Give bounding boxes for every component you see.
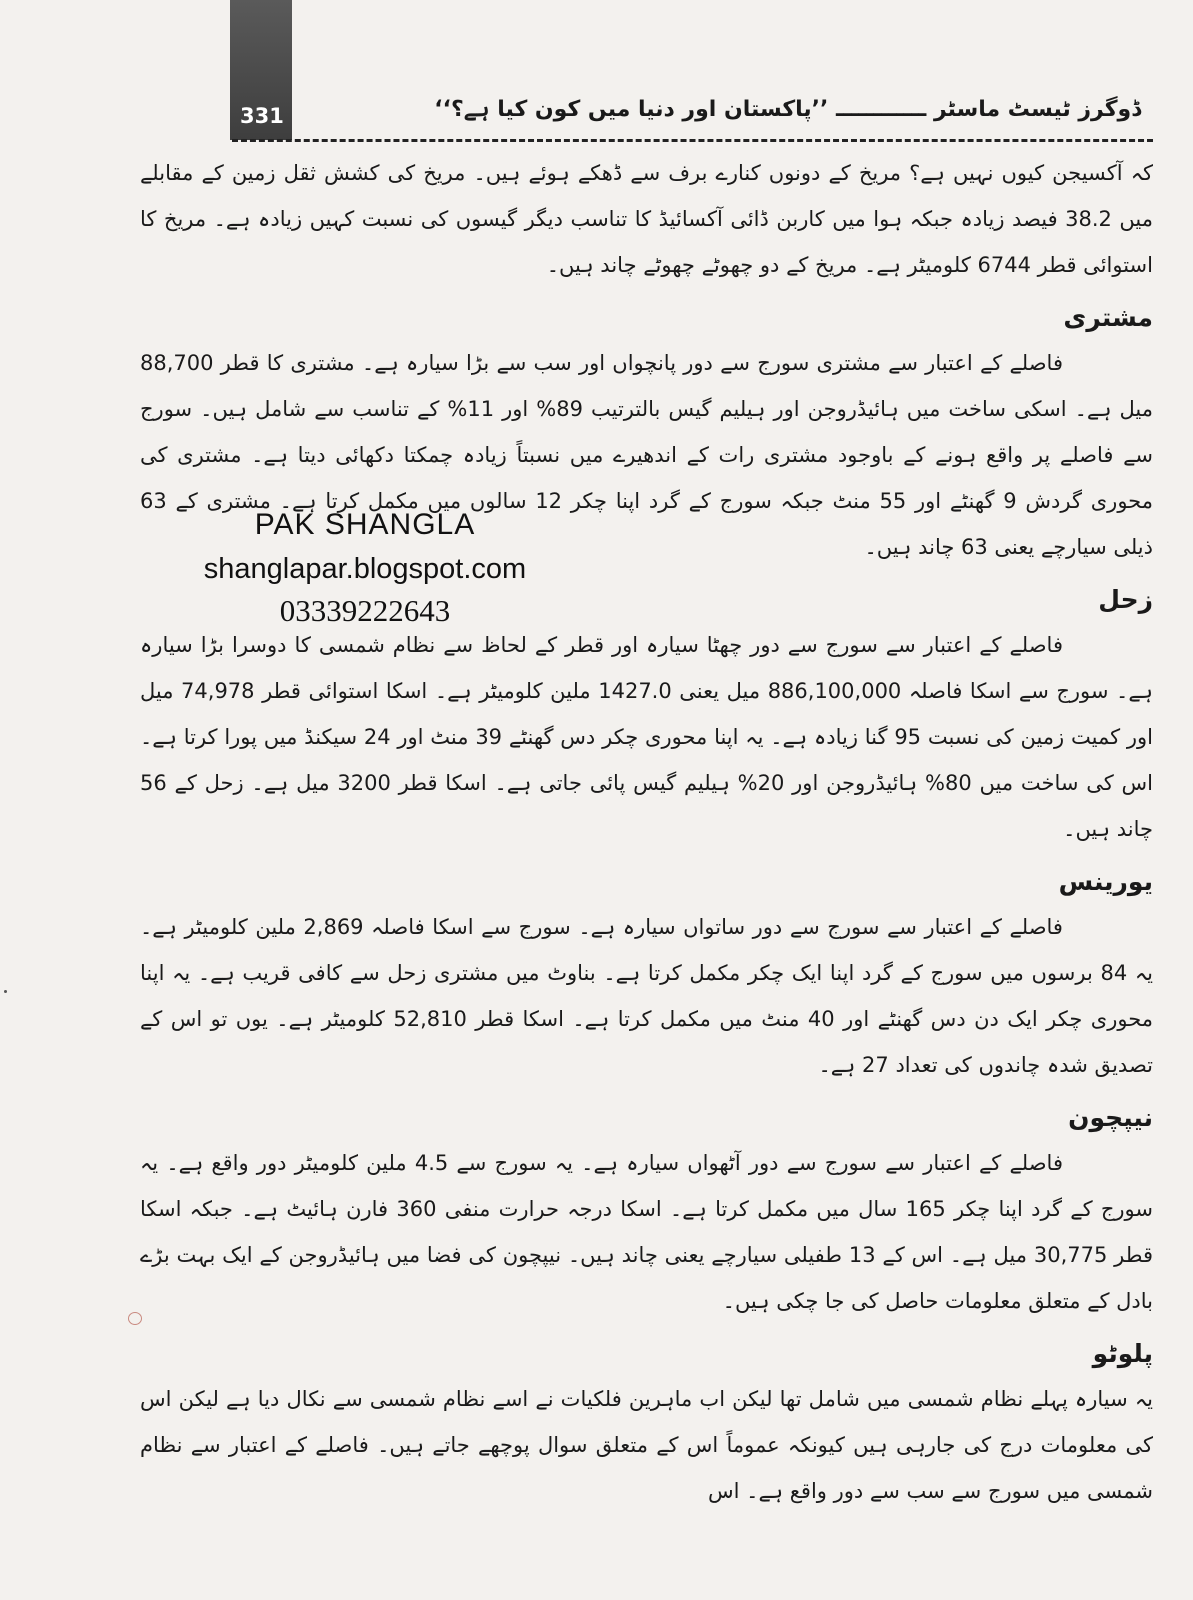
watermark-phone: 03339222643 (279, 593, 451, 628)
margin-dot (4, 990, 7, 993)
watermark-name: PAK SHANGLA (254, 508, 476, 541)
section-heading-uranus: یورینس (1058, 867, 1153, 896)
header-divider (232, 139, 1153, 142)
section-heading-neptune: نیپچون (1068, 1103, 1153, 1132)
circle-mark-icon (128, 1312, 142, 1325)
section-heading-saturn: زحل (1098, 585, 1153, 614)
section-paragraph-pluto: یہ سیارہ پہلے نظام شمسی میں شامل تھا لیکن اب ماہرین فلکیات نے اسے نظام شمسی سے نکال دیا ہے لیکن اس کی معلومات درج کی جارہی ہیں کیونکہ عموماً اس کے متعلق سوال پوچھے جاتے ہیں۔ فاصلے کے اعتبار سے نظام شمسی میں سورج سے سب سے دور واقع ہے۔ اس (140, 1387, 1153, 1503)
document-body (140, 150, 1153, 1514)
section-heading-pluto: پلوٹو (1092, 1339, 1153, 1368)
watermark-url: shanglapar.blogspot.com (203, 553, 527, 585)
section-paragraph-uranus: فاصلے کے اعتبار سے سورج سے دور ساتواں سیارہ ہے۔ سورج سے اسکا فاصلہ 2,869 ملین کلومیٹر ہے۔ یہ 84 برسوں میں سورج کے گرد اپنا ایک چکر مکمل کرتا ہے۔ بناوٹ میں مشتری زحل سے کافی قریب ہے۔ یہ اپنا محوری چکر ایک دن دس گھنٹے اور 40 منٹ میں مکمل کرتا ہے۔ اسکا قطر 52,810 کلومیٹر ہے۔ یوں تو اس کے تصدیق شدہ چاندوں کی تعداد 27 ہے۔ (140, 915, 1154, 1077)
intro-paragraph: کہ آکسیجن کیوں نہیں ہے؟ مریخ کے دونوں کنارے برف سے ڈھکے ہوئے ہیں۔ مریخ کی کشش ثقل زمین کے مقابلے میں 38.2 فیصد زیادہ جبکہ ہوا میں کاربن ڈائی آکسائیڈ کا تناسب دیگر گیسوں کی نسبت کہیں زیادہ ہے۔ مریخ کا استوائی قطر 6744 کلومیٹر ہے۔ مریخ کے دو چھوٹے چھوٹے چاند ہیں۔ (140, 161, 1153, 277)
page-number: 331 (240, 104, 284, 128)
section-paragraph-saturn: فاصلے کے اعتبار سے سورج سے دور چھٹا سیارہ اور قطر کے لحاظ سے نظام شمسی کا دوسرا بڑا سیارہ ہے۔ سورج سے اسکا فاصلہ 886,100,000 میل یعنی 1427.0 ملین کلومیٹر ہے۔ اسکا استوائی قطر 74,978 میل اور کمیت زمین کی نسبت 95 گنا زیادہ ہے۔ یہ اپنا محوری چکر دس گھنٹے 39 منٹ اور 24 سیکنڈ میں پورا کرتا ہے۔ اس کی ساخت میں 80% ہائیڈروجن اور 20% ہیلیم گیس پائی جاتی ہے۔ اسکا قطر 3200 میل ہے۔ زحل کے 56 چاند ہیں۔ (140, 633, 1153, 841)
section-heading-jupiter: مشتری (1063, 303, 1153, 332)
running-header-title: ڈوگرز ٹیسٹ ماسٹر ــــــــــــ ’’پاکستان اور دنیا میں کون کیا ہے؟‘‘ (434, 97, 1141, 122)
section-paragraph-neptune: فاصلے کے اعتبار سے سورج سے دور آٹھواں سیارہ ہے۔ یہ سورج سے 4.5 ملین کلومیٹر دور واقع ہے۔ یہ سورج کے گرد اپنا چکر 165 سال میں مکمل کرتا ہے۔ اسکا درجہ حرارت منفی 360 فارن ہائیٹ ہے۔ جبکہ اسکا قطر 30,775 میل ہے۔ اس کے 13 طفیلی سیارچے یعنی چاند ہیں۔ نیپچون کی فضا میں ہائیڈروجن کے ایک بہت بڑے بادل کے متعلق معلومات حاصل کی جا چکی ہیں۔ (140, 1151, 1153, 1313)
section-paragraph-jupiter: فاصلے کے اعتبار سے مشتری سورج سے دور پانچواں اور سب سے بڑا سیارہ ہے۔ مشتری کا قطر 88,700 میل ہے۔ اسکی ساخت میں ہائیڈروجن اور ہیلیم گیس بالترتیب 89% اور 11% کے تناسب سے شامل ہیں۔ سورج سے فاصلے پر واقع ہونے کے باوجود مشتری رات کے اندھیرے میں نسبتاً زیادہ چمکتا دکھائی دیتا ہے۔ مشتری کی محوری گردش 9 گھنٹے اور 55 منٹ جبکہ سورج کے گرد اپنا چکر 12 سالوں میں مکمل کرتا ہے۔ مشتری کے 63 ذیلی سیارچے یعنی 63 چاند ہیں۔ (140, 351, 1154, 559)
